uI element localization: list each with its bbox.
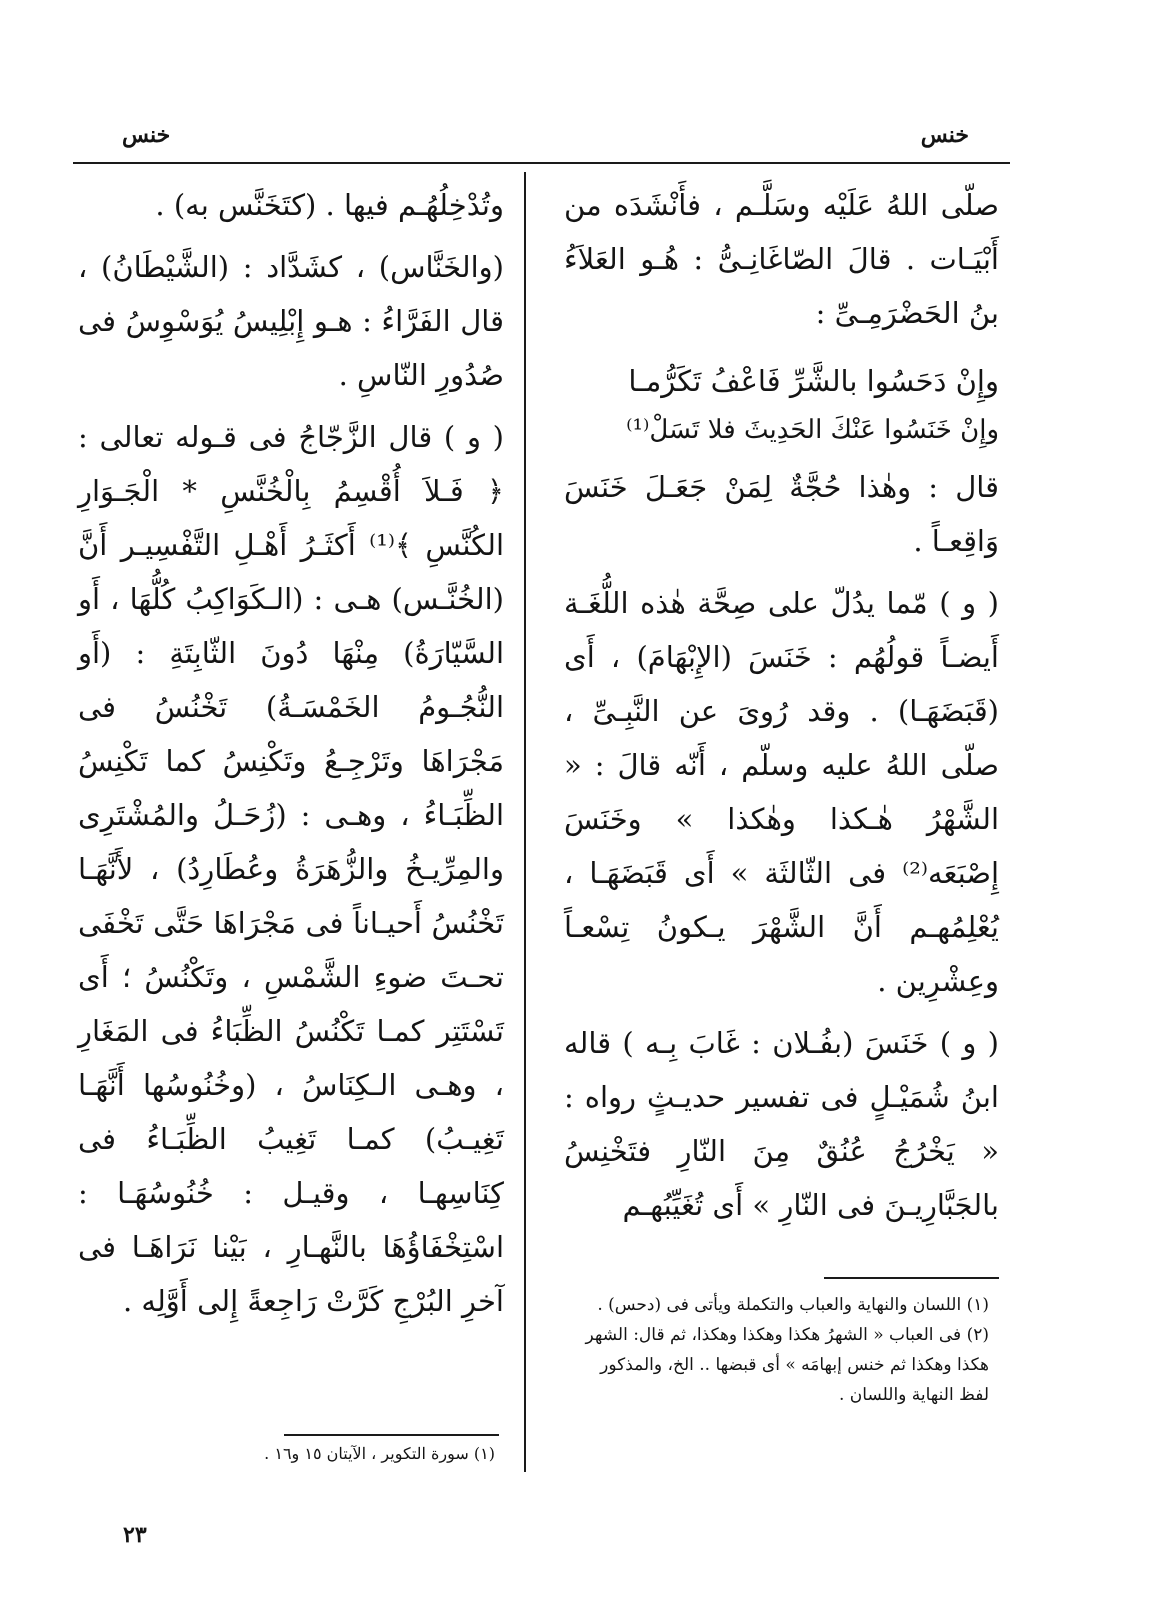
right-footnotes [569, 1290, 989, 1410]
paragraph: وتُدْخِلُهُـم فيها . (كتَخَنَّس به) . [155, 188, 504, 222]
footnote-rule [824, 1277, 999, 1279]
header-right-word: خنس [920, 122, 969, 148]
footnote: (١) سورة التكوير ، الآيتان ١٥ و١٦ . [264, 1444, 495, 1463]
right-column [564, 178, 999, 1232]
paragraph: ( و ) مّما يدُلّ على صِحَّة هٰذه اللُّغَـة أَيضـاً قولُهُم : خَنَسَ (الإِبْهَامَ) ، أَى (قَبَضَهَـا) . وقد رُوىَ عن النَّبِـىِّ ، صلّى اللهُ عليه وسلّم ، أَنّه قالَ : « الشَّهْرُ هٰـكذا وهٰكذا » وخَنَسَ إِصْبَعَه⁽²⁾ فى الثّالثَة » أَى قَبَضَهَـا ، يُعْلِمُهـم أَنَّ الشَّهْرَ يـكونُ تِسْعـاً وعِشْرِين . [564, 586, 999, 998]
column-divider [524, 172, 526, 1472]
paragraph: (والخَنَّاس) ، كشَدَّاد : (الشَّيْطَانُ) ، قال الفَرَّاءُ : هـو إِبْلِيسُ يُوَسْوِسُ فى صُدُورِ النّاسِ . [78, 250, 504, 392]
paragraph: ( و ) قال الزَّجّاجُ فى قـوله تعالى : ﴿ فَـلاَ أُقْسِمُ بِالْخُنَّسِ * الْجَـوَارِ الكُنَّسِ ﴾⁽¹⁾ أَكثَـرُ أَهْـلِ التَّفْسِيـر أَنَّ (الخُنَّـس) هـى : (الـكَوَاكِبُ كُلُّهَا ، أَو السَّيّارَةُ) مِنْهَا دُونَ الثّابِتَةِ : (أَو النُّجُـومُ الخَمْسَـةُ) تَخْنُسُ فى مَجْرَاهَا وتَرْجِـعُ وتَكْنِسُ كما تَكْنِسُ الظِّبَـاءُ ، وهـى : (زُحَـلُ والمُشْتَرِى والمِرِّيـخُ والزُّهَرَةُ وعُطَارِدُ) ، لأَنَّهَـا تَخْنُسُ أَحيـاناً فى مَجْرَاهَا حَتَّى تَخْفَى تحـتَ ضوءِ الشَّمْسِ ، وتَكْنُسُ ؛ أَى تَسْتَتِر كمـا تَكْنُسُ الظِّبَاءُ فى المَغَارِ ، وهـى الـكِنَاسُ ، (وخُنُوسُها أَنَّهَـا تَغِيـبُ) كمـا تَغِيبُ الظِّبَـاءُ فى كِنَاسِهـا ، وقيـل : خُنُوسُهَـا : اسْتِخْفَاؤُهَا بالنَّهـارِ ، بَيْنا نَرَاهَـا فى آخرِ البُرْجِ كَرَّتْ رَاجِعةً إِلى أَوَّلِه . [78, 420, 505, 1318]
footnote: (١) اللسان والنهاية والعباب والتكملة ويأتى فى (دحس) . [597, 1295, 989, 1315]
footnote: (٢) فى العباب « الشهرُ هكذا وهكذا وهكذا، ثم قال: الشهر هكذا وهكذا ثم خنس إبهامَه » أى قبضها .. الخ، والمذكور لفظ النهاية واللسان . [585, 1325, 989, 1405]
header-rule [73, 162, 1010, 164]
page-number: ٢٣ [123, 1522, 147, 1548]
footnote-rule [284, 1434, 499, 1436]
verse-line: وإِنْ خَنَسُوا عَنْكَ الحَدِيثَ فلا تَسَلْ⁽¹⁾ [626, 415, 999, 445]
paragraph: ( و ) خَنَسَ (بفُـلان : غَابَ بِـه ) قاله ابنُ شُمَيْـلٍ فى تفسير حديـثٍ رواه : « يَخْرُجُ عُنُقٌ مِنَ النّارِ فتَخْنِسُ بالجَبَّارِيـنَ فى النّارِ » أَى تُغَيِّبُهـم [564, 1026, 999, 1222]
left-column [78, 178, 504, 1328]
paragraph: صلّى اللهُ عَلَيْه وسَلَّـم ، فأَنْشَدَه من أَبْيَـات . قالَ الصّاغَانِـىُّ : هُـو العَلاَءُ بنُ الحَضْرَمِـىِّ : [564, 188, 999, 330]
verse-line: وإِنْ دَحَسُوا بالشَّرِّ فَاعْفُ تَكَرُّمـا [628, 364, 999, 398]
header-left-word: خنس [122, 122, 171, 148]
paragraph: قال : وهٰذا حُجَّةٌ لِمَنْ جَعَـلَ خَنَسَ وَاقِعـاً . [564, 470, 999, 558]
